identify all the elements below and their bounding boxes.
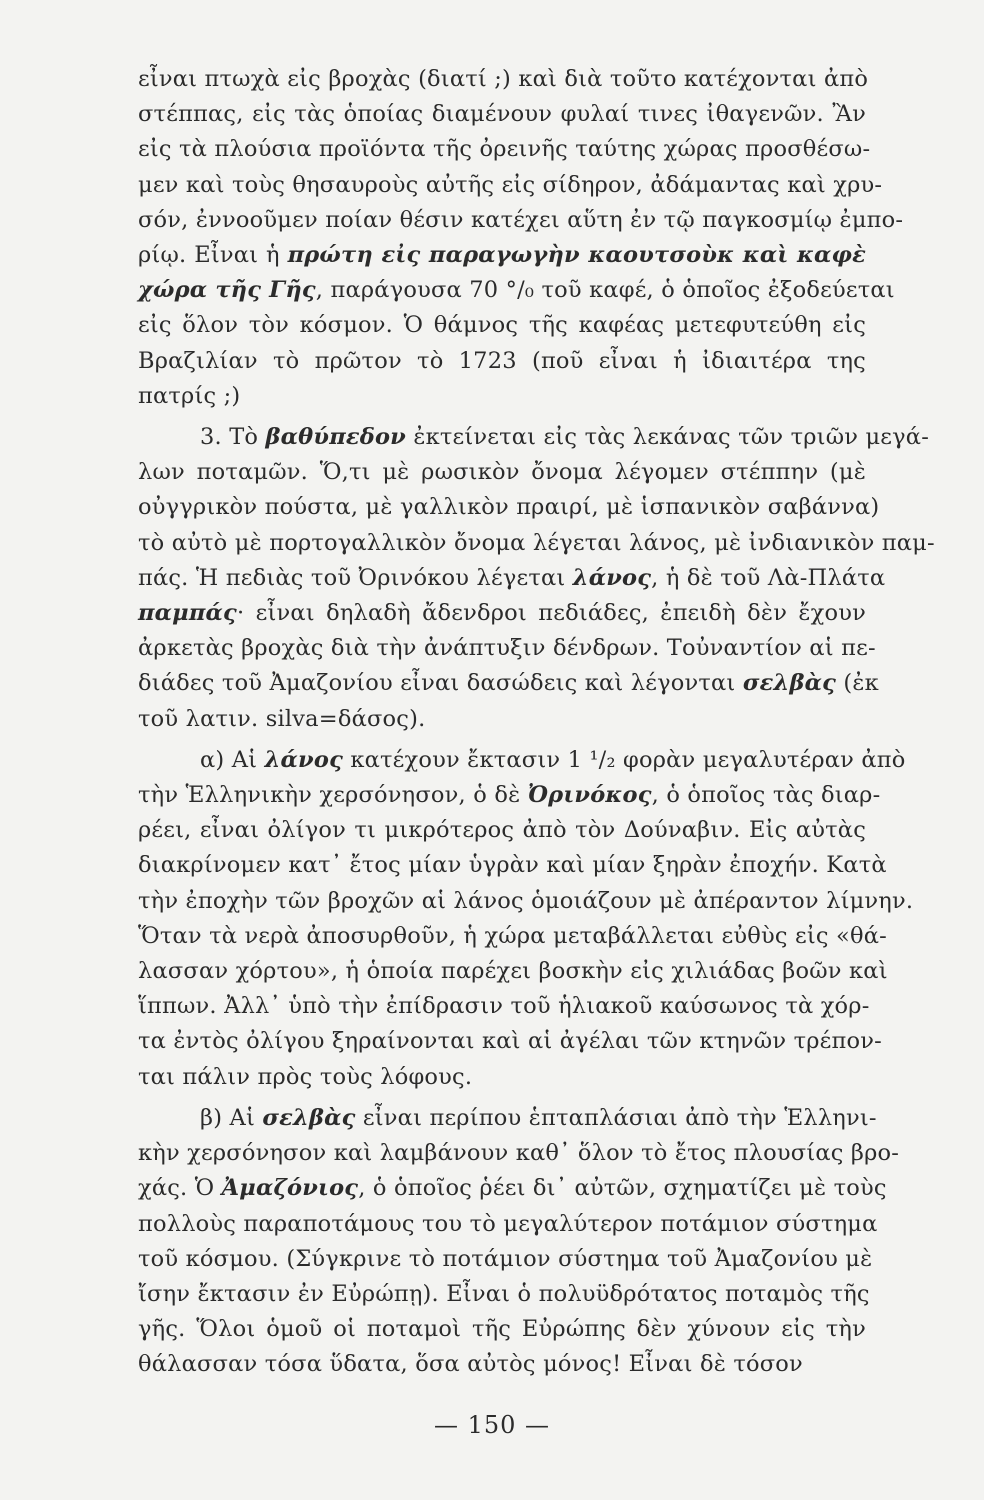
text-line: τοῦ λατιν. silva=δάσος).: [138, 705, 426, 732]
text-line: χώρα τῆς Γῆς, παράγουσα 70 °/₀ τοῦ καφέ, ὁ ὁποῖος ἐξοδεύεται: [138, 277, 895, 304]
text-line: τὸ αὐτὸ μὲ πορτογαλλικὸν ὄνομα λέγεται λάνος, μὲ ἰνδιανικὸν παμ-: [138, 529, 935, 556]
text-line: τὴν ἐποχὴν τῶν βροχῶν αἱ λάνος ὁμοιάζουν μὲ ἀπέραντον λίμνην.: [138, 887, 914, 914]
text-line: ρίῳ. Εἶναι ἡ πρώτη εἰς παραγωγὴν καουτσοὺκ καὶ καφὲ: [138, 242, 866, 269]
text-line: ἴσην ἔκτασιν ἐν Εὐρώπῃ). Εἶναι ὁ πολυϋδρότατος ποταμὸς τῆς: [138, 1280, 870, 1307]
text-line: Ὅταν τὰ νερὰ ἀποσυρθοῦν, ἡ χώρα μεταβάλλεται εὐθὺς εἰς «θά-: [138, 922, 887, 949]
text-line: θάλασσαν τόσα ὕδατα, ὅσα αὐτὸς μόνος! Εἶναι δὲ τόσον: [138, 1351, 803, 1378]
text-line: εἰς τὰ πλούσια προϊόντα τῆς ὀρεινῆς ταύτης χώρας προσθέσω-: [138, 136, 871, 163]
body-text: [138, 62, 935, 1383]
text-line: 3. Τὸ βαθύπεδον ἐκτείνεται εἰς τὰς λεκάνας τῶν τριῶν μεγά-: [200, 424, 929, 451]
text-line: α) Αἱ λάνος κατέχουν ἔκτασιν 1 ¹/₂ φορὰν μεγαλυτέραν ἀπὸ: [200, 746, 906, 773]
text-line: διάδες τοῦ Ἀμαζονίου εἶναι δασώδεις καὶ λέγονται σελβὰς (ἐκ: [138, 670, 879, 697]
text-line: οὐγγρικὸν πούστα, μὲ γαλλικὸν πραιρί, μὲ ἱσπανικὸν σαβάννα): [138, 494, 880, 521]
text-line: κὴν χερσόνησον καὶ λαμβάνουν καθ᾽ ὅλον τὸ ἔτος πλουσίας βρο-: [138, 1140, 900, 1167]
text-line: εἶναι πτωχὰ εἰς βροχὰς (διατί ;) καὶ διὰ τοῦτο κατέχονται ἀπὸ: [138, 66, 869, 92]
text-line: πολλοὺς παραποτάμους του τὸ μεγαλύτερον ποτάμιον σύστημα: [138, 1210, 878, 1237]
text-line: πατρίς ;): [138, 382, 241, 409]
text-line: τα ἐντὸς ὀλίγου ξηραίνονται καὶ αἱ ἀγέλαι τῶν κτηνῶν τρέπον-: [138, 1028, 882, 1055]
text-line: Βραζιλίαν τὸ πρῶτον τὸ 1723 (ποῦ εἶναι ἡ ἰδιαιτέρα της: [138, 347, 866, 374]
text-line: γῆς. Ὅλοι ὁμοῦ οἱ ποταμοὶ τῆς Εὐρώπης δὲν χύνουν εἰς τὴν: [138, 1316, 866, 1343]
text-line: ἀρκετὰς βροχὰς διὰ τὴν ἀνάπτυξιν δένδρων. Τοὐναντίον αἱ πε-: [138, 635, 876, 662]
page-number: — 150 —: [433, 1411, 551, 1439]
text-line: εἰς ὅλον τὸν κόσμον. Ὁ θάμνος τῆς καφέας μετεφυτεύθη εἰς: [138, 312, 866, 339]
text-line: ἵππων. Ἀλλ᾽ ὑπὸ τὴν ἐπίδρασιν τοῦ ἡλιακοῦ καύσωνος τὰ χόρ-: [138, 993, 870, 1020]
text-line: λασσαν χόρτου», ἡ ὁποία παρέχει βοσκὴν εἰς χιλιάδας βοῶν καὶ: [138, 958, 888, 985]
text-line: τοῦ κόσμου. (Σύγκρινε τὸ ποτάμιον σύστημα τοῦ Ἀμαζονίου μὲ: [138, 1245, 873, 1272]
text-line: λων ποταμῶν. Ὅ,τι μὲ ρωσικὸν ὄνομα λέγομεν στέππην (μὲ: [138, 459, 866, 486]
text-line: πάς. Ἡ πεδιὰς τοῦ Ὀρινόκου λέγεται λάνος, ἡ δὲ τοῦ Λὰ-Πλάτα: [138, 564, 886, 591]
text-line: σόν, ἐννοοῦμεν ποίαν θέσιν κατέχει αὕτη ἐν τῷ παγκοσμίῳ ἐμπο-: [138, 206, 904, 233]
text-line: διακρίνομεν κατ᾽ ἔτος μίαν ὑγρὰν καὶ μίαν ξηρὰν ἐποχήν. Κατὰ: [138, 852, 887, 879]
text-line: παμπάς· εἶναι δηλαδὴ ἄδενδροι πεδιάδες, ἐπειδὴ δὲν ἔχουν: [138, 600, 866, 627]
text-line: ται πάλιν πρὸς τοὺς λόφους.: [138, 1063, 473, 1090]
text-line: τὴν Ἑλληνικὴν χερσόνησον, ὁ δὲ Ὀρινόκος, ὁ ὁποῖος τὰς διαρ-: [138, 782, 881, 809]
text-line: μεν καὶ τοὺς θησαυροὺς αὐτῆς εἰς σίδηρον, ἀδάμαντας καὶ χρυ-: [138, 171, 883, 198]
text-line: στέππας, εἰς τὰς ὁποίας διαμένουν φυλαί τινες ἰθαγενῶν. Ἂν: [138, 101, 866, 128]
text-line: χάς. Ὁ Ἀμαζόνιος, ὁ ὁποῖος ῥέει δι᾽ αὐτῶν, σχηματίζει μὲ τοὺς: [138, 1175, 887, 1202]
text-line: β) Αἱ σελβὰς εἶναι περίπου ἑπταπλάσιαι ἀπὸ τὴν Ἑλληνι-: [200, 1104, 877, 1131]
text-line: ρέει, εἶναι ὀλίγον τι μικρότερος ἀπὸ τὸν Δούναβιν. Εἰς αὐτὰς: [138, 817, 866, 844]
